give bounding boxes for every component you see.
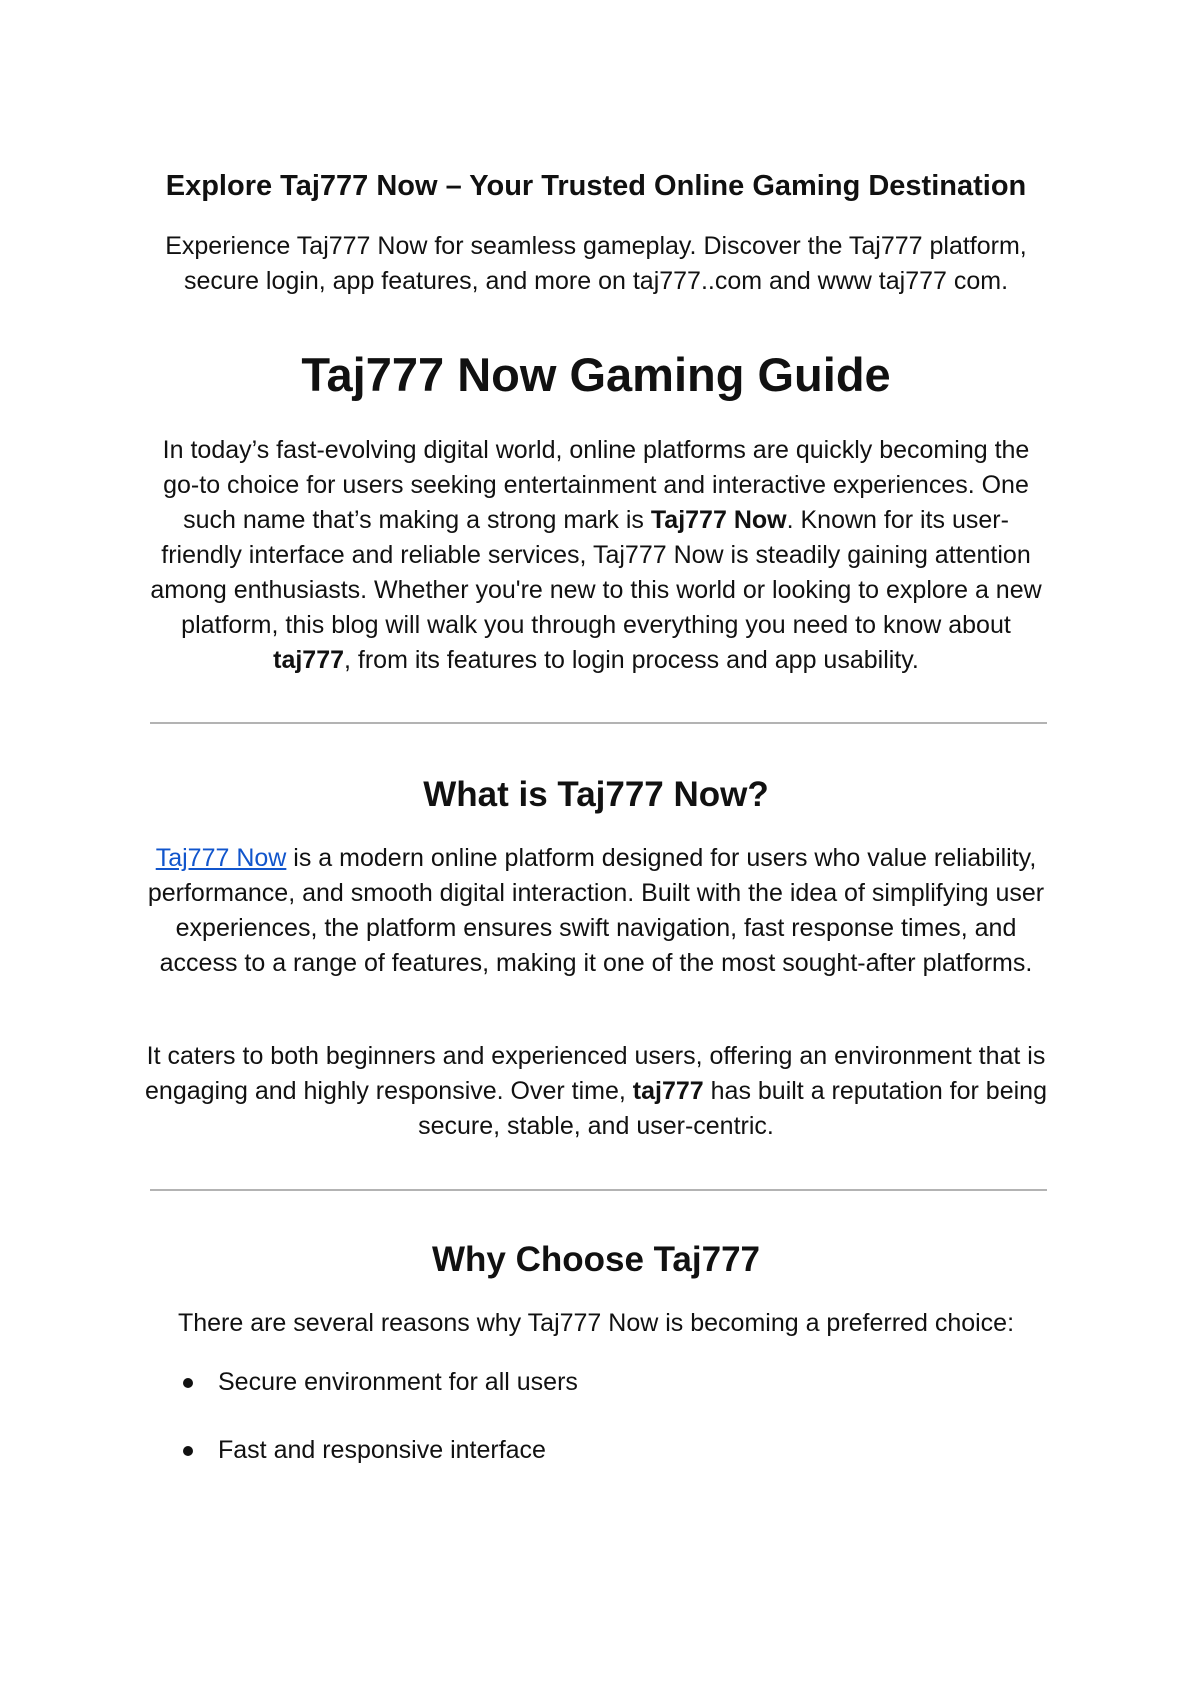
intro-text xyxy=(145,229,1047,299)
list-item-text: Fast and responsive interface xyxy=(218,1436,546,1464)
intro-paragraph xyxy=(145,433,1047,678)
intro-paragraph-part2: . Known for its user-friendly interface and reliable services, Taj777 Now is steadily gaining attention among enthusiasts. Whether you're new to this world or looking to explore a new platform, this blog will walk you through everything you need to know about xyxy=(150,506,1042,639)
intro-line-1: Experience Taj777 Now for seamless gameplay. Discover the Taj777 platform, xyxy=(165,232,1027,260)
list-item xyxy=(180,1433,578,1468)
horizontal-divider xyxy=(150,722,1047,724)
reasons-list xyxy=(180,1365,578,1501)
bullet-icon xyxy=(183,1446,193,1456)
taj777-now-link[interactable]: Taj777 Now xyxy=(155,844,287,872)
bullet-icon xyxy=(183,1378,193,1388)
main-title: Taj777 Now Gaming Guide xyxy=(301,348,891,401)
what-paragraph-1-text: is a modern online platform designed for users who value reliability, performance, and smooth digital interaction. Built with the idea of simplifying user experiences, the platform ensures swift navigation, fast response times, and access to a range of features, making it one of the most sought-after platforms. xyxy=(147,844,1045,977)
horizontal-divider xyxy=(150,1189,1047,1191)
intro-line-2: secure login, app features, and more on taj777..com and www taj777 com. xyxy=(183,267,1009,295)
what-paragraph-2-bold: taj777 xyxy=(632,1077,704,1105)
why-lead-text: There are several reasons why Taj777 Now is becoming a preferred choice: xyxy=(177,1309,1015,1337)
section-heading-what: What is Taj777 Now? xyxy=(423,775,769,814)
what-paragraph-2-part1: It caters to both beginners and experienced users, offering an environment that is engaging and highly responsive. Over time, xyxy=(145,1042,1046,1105)
document-title: Explore Taj777 Now – Your Trusted Online Gaming Destination xyxy=(165,170,1027,202)
intro-paragraph-part3: , from its features to login process and app usability. xyxy=(344,646,919,674)
what-paragraph-2 xyxy=(145,1039,1047,1144)
intro-paragraph-bold1: Taj777 Now xyxy=(650,506,787,534)
list-item xyxy=(180,1365,578,1400)
what-paragraph-1 xyxy=(145,841,1047,981)
intro-paragraph-part1: In today’s fast-evolving digital world, online platforms are quickly becoming the go-to choice for users seeking entertainment and interactive experiences. One such name that’s making a strong mark is xyxy=(162,436,1030,534)
list-item-text: Secure environment for all users xyxy=(218,1368,578,1396)
what-paragraph-2-part2: has built a reputation for being secure, stable, and user-centric. xyxy=(418,1077,1047,1140)
intro-paragraph-bold2: taj777 xyxy=(273,646,345,674)
section-heading-why: Why Choose Taj777 xyxy=(431,1240,761,1279)
